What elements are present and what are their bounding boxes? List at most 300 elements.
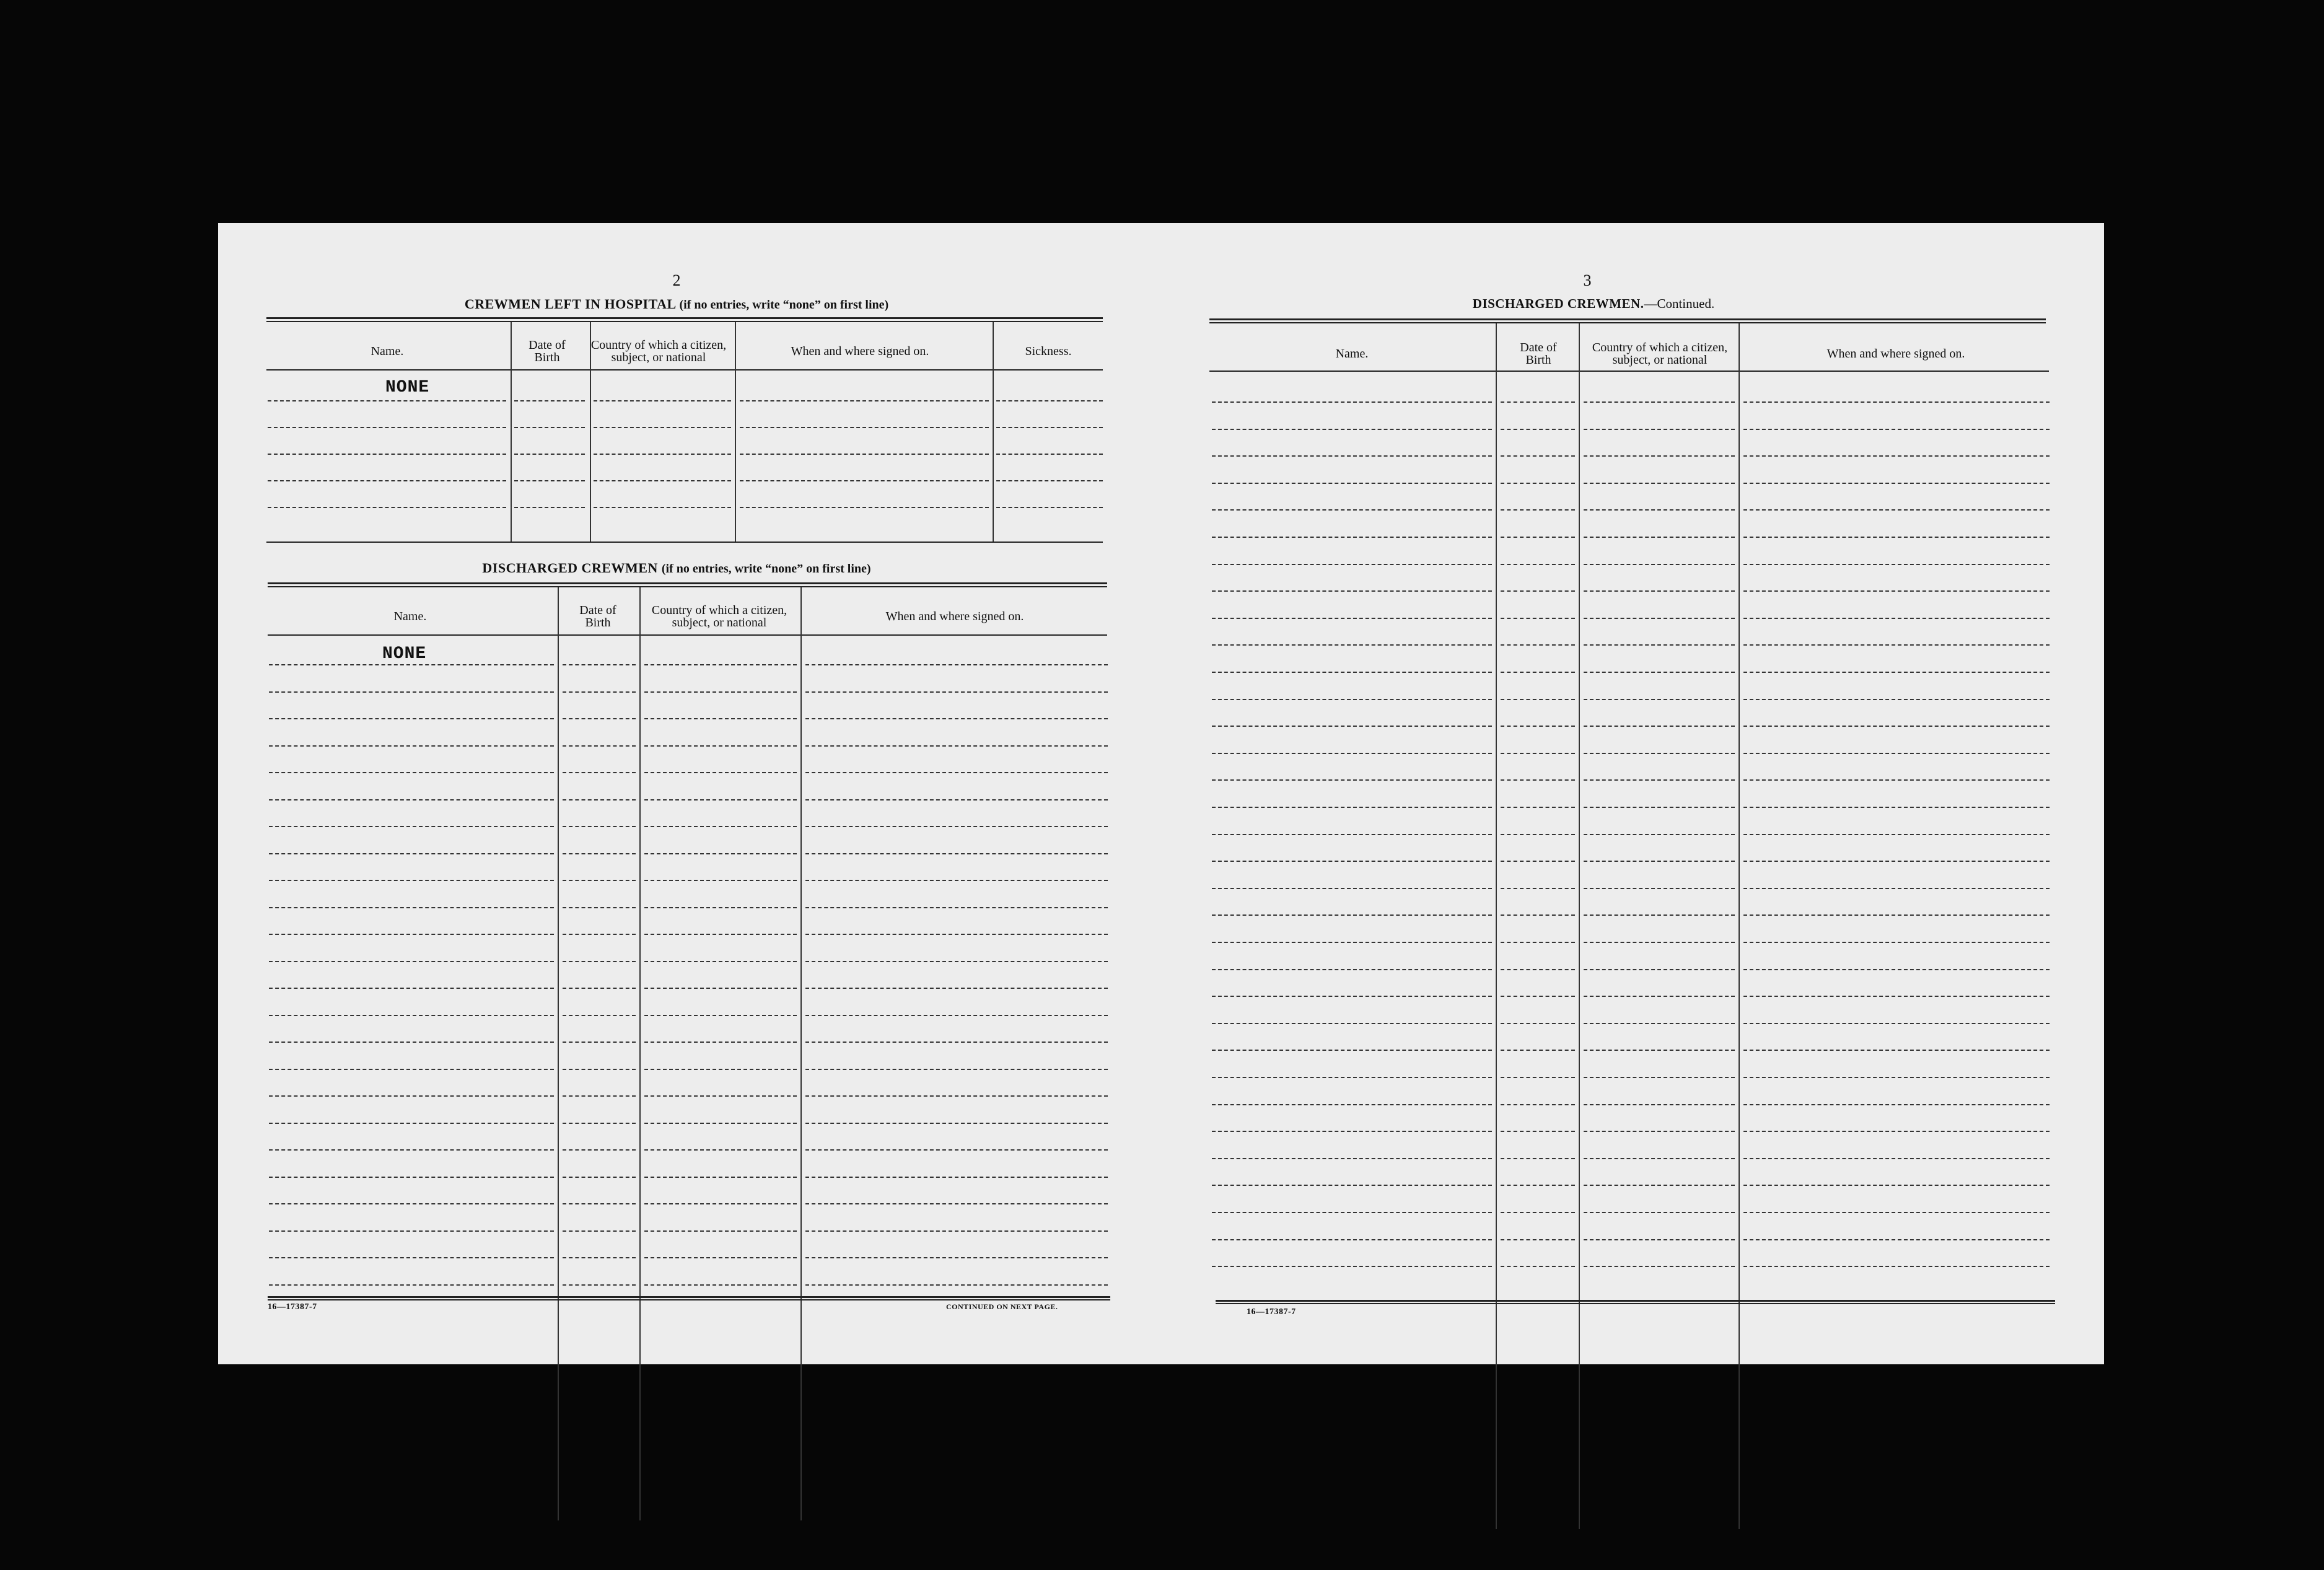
entry-line [644,880,797,881]
entry-line [1584,1185,1735,1186]
entry-line [1212,618,1492,619]
entry-line [269,826,554,827]
entry-line [1212,1104,1492,1105]
entry-line [805,1015,1108,1016]
entry-line [805,961,1108,962]
discharged-header-rule [268,634,1107,636]
entry-line [644,826,797,827]
entry-line [1584,429,1735,430]
entry-line [1743,401,2050,403]
entry-line [269,961,554,962]
entry-line [1584,726,1735,727]
entry-line [644,1177,797,1178]
entry-line [1584,1131,1735,1132]
entry-line [1584,1077,1735,1078]
entry-line [1584,564,1735,565]
entry-line [644,1015,797,1016]
entry-line [1584,888,1735,889]
entry-line [563,934,636,935]
form-number: 16—17387-7 [268,1302,317,1312]
entry-line [996,400,1103,401]
entry-line [1501,1158,1575,1159]
hospital-title-text: CREWMEN LEFT IN HOSPITAL [464,296,676,312]
entry-line [563,1149,636,1151]
discharged-col-divider [558,587,559,1520]
entry-line [1584,537,1735,538]
entry-line [644,934,797,935]
entry-line [1501,509,1575,511]
entry-line [1743,996,2050,997]
entry-line [805,772,1108,773]
hospital-header-signed-on: When and where signed on. [791,344,929,358]
entry-line [1743,914,2050,916]
entry-line [268,400,506,401]
entry-line [1743,888,2050,889]
entry-line [269,1069,554,1070]
entry-line [1584,1266,1735,1267]
hospital-col-divider [735,322,736,542]
entry-line [1584,483,1735,484]
entry-line [1212,1212,1492,1213]
entry-line [1743,537,2050,538]
entry-line [563,826,636,827]
entry-line [269,799,554,800]
entry-line [1584,807,1735,808]
entry-line [1501,807,1575,808]
entry-line [805,745,1108,747]
hospital-entry-none: NONE [385,378,430,397]
hospital-top-rule [266,317,1103,322]
entry-line [1501,429,1575,430]
entry-line [1743,1185,2050,1186]
entry-line [514,400,585,401]
entry-line [996,507,1103,508]
entry-line [1584,996,1735,997]
entry-line [1584,1212,1735,1213]
entry-line [1743,455,2050,457]
entry-line [1743,807,2050,808]
entry-line [644,1095,797,1097]
entry-line [740,507,989,508]
hospital-col-divider [590,322,591,542]
entry-line [269,1284,554,1286]
entry-line [1212,834,1492,835]
entry-line [644,691,797,693]
entry-line [644,718,797,719]
entry-line [805,691,1108,693]
entry-line [1501,888,1575,889]
entry-line [563,853,636,854]
entry-line [563,988,636,989]
entry-line [269,1149,554,1151]
entry-line [563,1123,636,1124]
entry-line [1743,590,2050,592]
entry-line [1743,672,2050,673]
entry-line [1212,672,1492,673]
entry-line [805,907,1108,908]
entry-line [269,664,554,665]
discharged-entry-none: NONE [382,644,427,664]
entry-line [1501,618,1575,619]
entry-line [1501,779,1575,781]
entry-line [1501,1266,1575,1267]
entry-line [1501,914,1575,916]
entry-line [1212,996,1492,997]
entry-line [805,1149,1108,1151]
entry-line [1743,969,2050,970]
entry-line [1212,509,1492,511]
entry-line [1743,1212,2050,1213]
entry-line [269,1203,554,1204]
entry-line [563,1177,636,1178]
entry-line [740,400,989,401]
entry-line [1584,942,1735,943]
entry-line [1501,726,1575,727]
entry-line [805,799,1108,800]
entry-line [1212,753,1492,754]
entry-line [805,1203,1108,1204]
entry-line [644,1042,797,1043]
entry-line [268,454,506,455]
discharged-bottom-rule [268,1296,1110,1300]
left-page [218,223,1147,1364]
entry-line [644,1149,797,1151]
entry-line [1212,564,1492,565]
entry-line [594,480,731,481]
entry-line [805,853,1108,854]
entry-line [1212,401,1492,403]
entry-line [740,427,989,428]
entry-line [269,772,554,773]
entry-line [563,907,636,908]
entry-line [1743,779,2050,781]
right-page [1147,223,2104,1364]
entry-line [1212,969,1492,970]
entry-line [1501,1050,1575,1051]
hospital-col-divider [993,322,994,542]
entry-line [1501,1104,1575,1105]
entry-line [563,772,636,773]
entry-line [1743,726,2050,727]
entry-line [805,934,1108,935]
entry-line [1743,1158,2050,1159]
entry-line [1501,996,1575,997]
entry-line [1501,834,1575,835]
entry-line [1212,1185,1492,1186]
entry-line [1212,699,1492,700]
entry-line [1212,1023,1492,1024]
entry-line [1501,699,1575,700]
entry-line [644,1230,797,1232]
hospital-header-rule [266,369,1103,371]
entry-line [644,907,797,908]
entry-line [268,480,506,481]
entry-line [644,1203,797,1204]
discharged-title-text: DISCHARGED CREWMEN [482,560,658,576]
entry-line [269,1095,554,1097]
entry-line [644,1257,797,1258]
discharged-header-signed-on: When and where signed on. [885,610,1024,623]
entry-line [1501,1239,1575,1240]
entry-line [1584,509,1735,511]
entry-line [269,1230,554,1232]
entry-line [996,480,1103,481]
entry-line [1743,1239,2050,1240]
entry-line [514,454,585,455]
entry-line [1743,564,2050,565]
entry-line [269,988,554,989]
entry-line [563,745,636,747]
entry-line [644,961,797,962]
hospital-bottom-rule [266,542,1103,543]
entry-line [563,691,636,693]
hospital-subtitle-text: (if no entries, write “none” on first line) [679,298,889,312]
discharged-top-rule [268,582,1107,587]
entry-line [740,454,989,455]
entry-line [1501,1212,1575,1213]
entry-line [805,880,1108,881]
entry-line [1212,726,1492,727]
discharged-header-dob: Date of Birth [579,603,616,629]
entry-line [1743,699,2050,700]
continued-note: CONTINUED ON NEXT PAGE. [946,1302,1058,1311]
entry-line [1501,1023,1575,1024]
entry-line [1584,1158,1735,1159]
entry-line [1743,753,2050,754]
entry-line [563,880,636,881]
entry-line [563,1042,636,1043]
entry-line [1584,969,1735,970]
entry-line [269,1015,554,1016]
entry-line [1584,644,1735,646]
hospital-section-title [243,296,1110,312]
entry-line [740,480,989,481]
entry-line [1212,537,1492,538]
discharged-header-name: Name. [393,610,427,623]
entry-line [269,1257,554,1258]
entry-line [514,480,585,481]
hospital-header-country: Country of which a citizen, subject, or national [590,338,727,364]
entry-line [644,745,797,747]
entry-line [1501,537,1575,538]
entry-line [1212,455,1492,457]
entry-line [1501,401,1575,403]
entry-line [1584,1104,1735,1105]
entry-line [269,1177,554,1178]
entry-line [805,664,1108,665]
entry-line [1212,1131,1492,1132]
entry-line [1584,618,1735,619]
entry-line [1584,699,1735,700]
discharged-subtitle-text: (if no entries, write “none” on first line) [661,562,871,576]
entry-line [1584,861,1735,862]
entry-line [269,934,554,935]
entry-line [1501,672,1575,673]
entry-line [1212,1077,1492,1078]
entry-line [805,1095,1108,1097]
entry-line [805,1284,1108,1286]
entry-line [1743,644,2050,646]
document-paper [218,223,2104,1364]
entry-line [1584,672,1735,673]
hospital-header-dob: Date of Birth [528,338,566,364]
entry-line [1584,1050,1735,1051]
entry-line [1584,401,1735,403]
entry-line [563,1257,636,1258]
right-header-name: Name. [1335,347,1369,361]
entry-line [805,988,1108,989]
entry-line [1501,861,1575,862]
entry-line [1743,483,2050,484]
entry-line [1501,483,1575,484]
entry-line [269,718,554,719]
entry-line [1212,807,1492,808]
entry-line [1501,455,1575,457]
entry-line [563,1015,636,1016]
right-header-rule [1209,371,2049,372]
entry-line [1584,914,1735,916]
discharged-continued-suffix: —Continued. [1644,296,1715,311]
entry-line [563,961,636,962]
entry-line [1584,455,1735,457]
entry-line [644,1123,797,1124]
hospital-header-sickness: Sickness. [1025,344,1072,358]
entry-line [1743,429,2050,430]
entry-line [1743,1050,2050,1051]
right-header-country: Country of which a citizen, subject, or national [1592,341,1728,367]
discharged-continued-title [1110,296,2077,312]
page-number: 3 [1583,271,1592,289]
entry-line [805,1042,1108,1043]
entry-line [1501,564,1575,565]
entry-line [268,507,506,508]
entry-line [1212,644,1492,646]
entry-line [805,1069,1108,1070]
entry-line [594,427,731,428]
entry-line [644,1284,797,1286]
right-header-dob: Date of Birth [1520,341,1557,367]
entry-line [594,454,731,455]
entry-line [644,1069,797,1070]
entry-line [644,772,797,773]
entry-line [1212,483,1492,484]
entry-line [1212,1050,1492,1051]
entry-line [996,454,1103,455]
discharged-col-divider [639,587,641,1520]
entry-line [1743,1104,2050,1105]
entry-line [269,1042,554,1043]
entry-line [996,427,1103,428]
entry-line [1501,1185,1575,1186]
discharged-continued-title-text: DISCHARGED CREWMEN. [1472,296,1644,311]
entry-line [1584,1239,1735,1240]
discharged-col-divider [800,587,802,1520]
entry-line [805,1230,1108,1232]
entry-line [805,1257,1108,1258]
entry-line [1212,429,1492,430]
entry-line [563,1203,636,1204]
entry-line [1584,590,1735,592]
entry-line [644,988,797,989]
right-col-divider [1496,323,1497,1529]
entry-line [1212,779,1492,781]
entry-line [1743,1131,2050,1132]
entry-line [1501,969,1575,970]
entry-line [563,1284,636,1286]
form-number: 16—17387-7 [1247,1307,1296,1317]
entry-line [644,799,797,800]
entry-line [805,718,1108,719]
entry-line [514,427,585,428]
right-top-rule [1209,318,2046,323]
hospital-header-name: Name. [371,344,404,358]
entry-line [644,664,797,665]
entry-line [1743,1077,2050,1078]
entry-line [594,400,731,401]
entry-line [563,1095,636,1097]
entry-line [1501,590,1575,592]
entry-line [805,1177,1108,1178]
entry-line [1212,590,1492,592]
entry-line [1212,1158,1492,1159]
entry-line [1212,942,1492,943]
entry-line [563,1230,636,1232]
entry-line [269,745,554,747]
discharged-section-title [243,560,1110,576]
entry-line [269,880,554,881]
page-number: 2 [672,271,681,289]
right-bottom-rule [1216,1300,2055,1304]
discharged-header-country: Country of which a citizen, subject, or national [651,603,787,629]
hospital-col-divider [511,322,512,542]
entry-line [805,826,1108,827]
entry-line [1584,779,1735,781]
entry-line [268,427,506,428]
entry-line [1212,914,1492,916]
entry-line [514,507,585,508]
entry-line [644,853,797,854]
entry-line [1212,1239,1492,1240]
entry-line [269,853,554,854]
entry-line [1501,1131,1575,1132]
entry-line [563,799,636,800]
entry-line [563,664,636,665]
right-header-signed-on: When and where signed on. [1826,347,1965,361]
entry-line [1743,861,2050,862]
entry-line [1743,1023,2050,1024]
entry-line [1501,753,1575,754]
entry-line [1584,834,1735,835]
entry-line [563,718,636,719]
right-col-divider [1739,323,1740,1529]
right-col-divider [1579,323,1580,1529]
entry-line [594,507,731,508]
entry-line [1212,1266,1492,1267]
entry-line [1501,942,1575,943]
entry-line [1743,834,2050,835]
entry-line [269,691,554,693]
entry-line [1743,509,2050,511]
entry-line [269,907,554,908]
entry-line [1584,753,1735,754]
entry-line [1743,1266,2050,1267]
entry-line [1584,1023,1735,1024]
entry-line [805,1123,1108,1124]
entry-line [1212,861,1492,862]
entry-line [563,1069,636,1070]
entry-line [1743,618,2050,619]
entry-line [1501,1077,1575,1078]
